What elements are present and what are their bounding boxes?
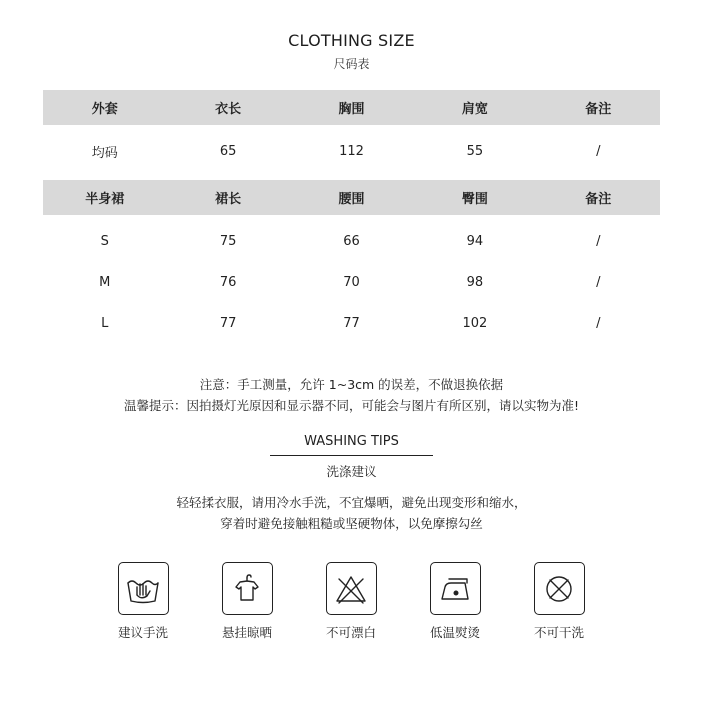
table-cell: 65	[219, 143, 237, 159]
washing-instructions	[0, 492, 703, 534]
table-cell: S	[100, 234, 109, 249]
note-line: 注意：手工测量，允许 1~3cm 的误差，不做退换依据	[199, 377, 504, 392]
header-cell: 胸围	[338, 102, 365, 117]
header-cell: 半身裙	[85, 192, 125, 207]
instruction-line: 轻轻揉衣服，请用冷水手洗，不宜爆晒，避免出现变形和缩水，	[176, 495, 527, 510]
page-subtitle: 尺码表	[333, 57, 370, 71]
header-cell: 肩宽	[461, 102, 488, 117]
table-cell: 77	[219, 316, 237, 331]
care-label: 不可漂白	[325, 625, 376, 640]
divider	[270, 455, 433, 456]
table-cell: 76	[219, 275, 237, 290]
table-cell: /	[596, 234, 601, 249]
note-line: 温馨提示：因拍摄灯光原因和显示器不同，可能会与图片有所区别，请以实物为准!	[123, 398, 579, 413]
table-cell: /	[596, 275, 601, 290]
table-row	[43, 221, 660, 262]
care-item-no-dry-clean	[514, 562, 604, 641]
table-cell: 均码	[91, 145, 118, 161]
table-cell: 77	[343, 316, 360, 331]
table-cell: L	[101, 316, 109, 331]
table-cell: /	[596, 316, 601, 331]
care-item-hand-wash	[98, 562, 188, 641]
low-iron-icon	[430, 562, 481, 615]
care-label: 低温熨烫	[429, 625, 480, 640]
table-row	[43, 303, 660, 344]
hang-dry-icon	[222, 562, 273, 615]
header-cell: 腰围	[338, 192, 365, 207]
table-cell: 112	[339, 143, 364, 159]
care-label: 建议手洗	[117, 625, 168, 640]
table-cell: 102	[462, 316, 488, 331]
table-row	[43, 262, 660, 303]
skirt-size-table	[43, 180, 660, 344]
table-cell: 55	[466, 143, 484, 159]
table-cell: 66	[343, 234, 360, 249]
header-cell: 裙长	[215, 192, 242, 207]
header-cell: 外套	[91, 102, 118, 117]
care-item-hang-dry	[202, 562, 292, 641]
washing-subtitle: 洗涤建议	[326, 464, 377, 479]
table-header-row	[43, 180, 660, 215]
header-cell: 衣长	[215, 102, 242, 117]
washing-title: WASHING TIPS	[304, 434, 399, 449]
table-cell: 98	[466, 275, 484, 290]
table-row	[43, 125, 660, 177]
instruction-line: 穿着时避免接触粗糙或坚硬物体，以免摩擦勾丝	[220, 516, 483, 531]
care-label: 悬挂晾晒	[221, 625, 272, 640]
care-item-no-bleach	[306, 562, 396, 641]
hand-wash-icon	[118, 562, 169, 615]
no-dry-clean-icon	[534, 562, 585, 615]
header-cell: 备注	[585, 192, 612, 207]
table-header-row	[43, 90, 660, 125]
table-cell: M	[99, 275, 111, 290]
care-item-low-iron	[410, 562, 500, 641]
header-cell: 备注	[585, 102, 612, 117]
table-cell: /	[596, 143, 601, 159]
page-title: CLOTHING SIZE	[288, 31, 415, 50]
measurement-notes	[0, 374, 703, 416]
care-label: 不可干洗	[533, 625, 584, 640]
no-bleach-icon	[326, 562, 377, 615]
table-cell: 75	[219, 234, 237, 249]
coat-size-table	[43, 90, 660, 177]
table-cell: 70	[343, 275, 360, 290]
table-cell: 94	[466, 234, 484, 249]
header-cell: 臀围	[461, 192, 488, 207]
